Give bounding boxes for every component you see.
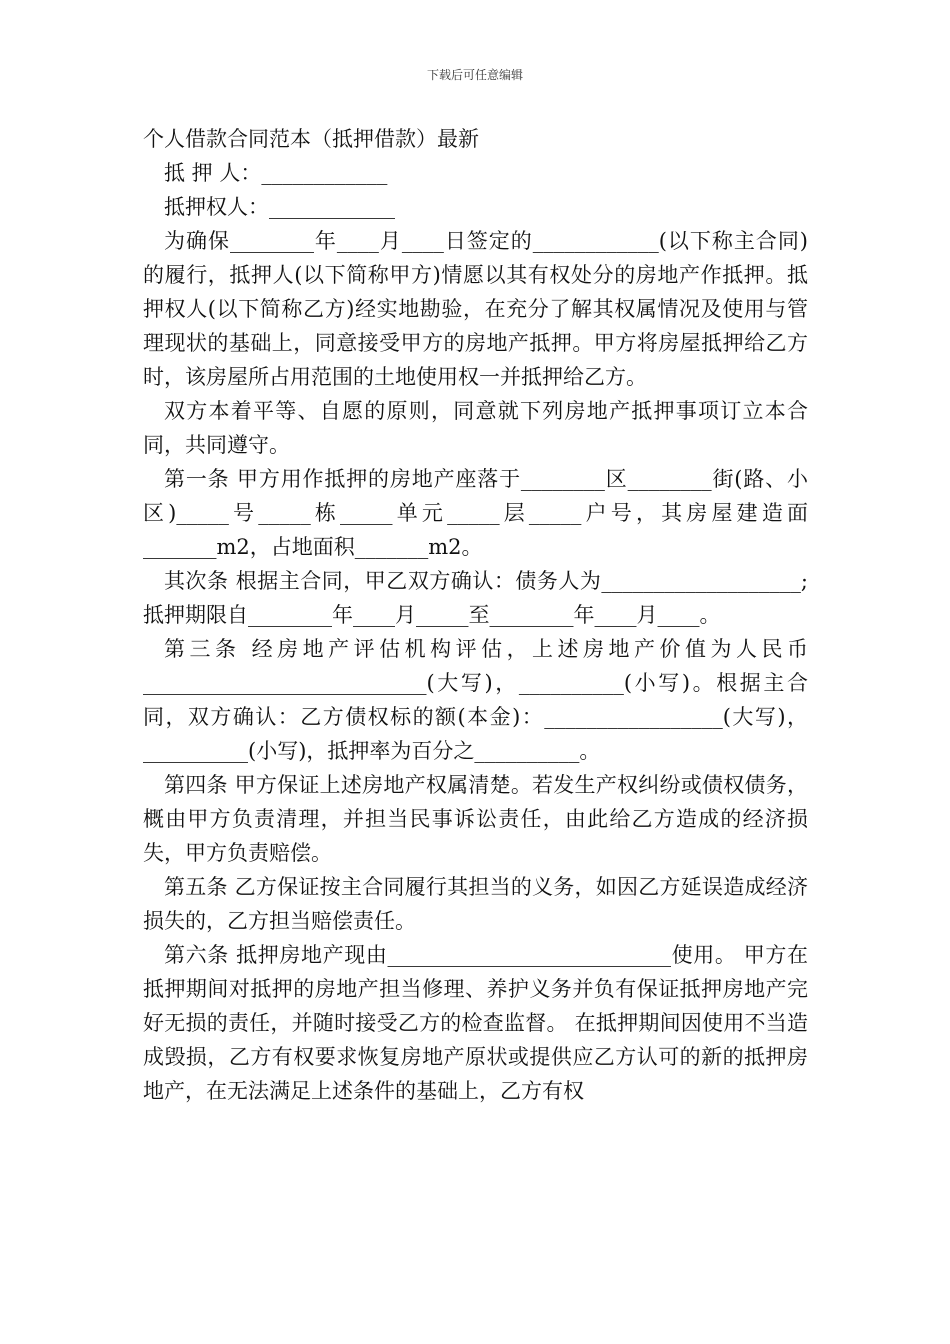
page-header-note: 下载后可任意编辑 <box>426 68 523 82</box>
mortgagee-line: 抵押权人：____________ <box>164 195 395 219</box>
article-6: 第六条 抵押房地产现由___________________________使用。 甲方在抵押期间对抵押的房地产担当修理、养护义务并负有保证抵押房地产完好无损的责任，并随时接受乙方的检查监督。 在抵押期间因使用不当造成毁损，乙方有权要求恢复房地产原状或提供应乙方认可的新的抵押房地产，在无法满足上述条件的基础上，乙方有权 <box>143 943 808 1103</box>
mortgagor-line: 抵 押 人：____________ <box>164 161 388 185</box>
article-2: 其次条 根据主合同，甲乙双方确认：债务人为___________________;抵押期限自________年____月_____至________年____月____。 <box>143 569 808 627</box>
article-1: 第一条 甲方用作抵押的房地产座落于________区________街(路、小区)_____号_____栋_____单元_____层_____户号，其房屋建造面_______m2，占地面积_______m2。 <box>143 467 808 559</box>
paragraph-preamble: 为确保________年____月____日签定的____________(以下称主合同)的履行，抵押人(以下简称甲方)情愿以其有权处分的房地产作抵押。抵押权人(以下简称乙方)经实地勘验，在充分了解其权属情况及使用与管理现状的基础上，同意接受甲方的房地产抵押。甲方将房屋抵押给乙方时，该房屋所占用范围的土地使用权一并抵押给乙方。 <box>143 229 808 389</box>
document-body <box>143 122 808 1108</box>
article-5: 第五条 乙方保证按主合同履行其担当的义务，如因乙方延误造成经济损失的，乙方担当赔偿责任。 <box>143 875 808 933</box>
article-3: 第三条 经房地产评估机构评估，上述房地产价值为人民币___________________________(大写)，__________(小写)。根据主合同，双方确认：乙方债权标的额(本金)：_________________(大写)，__________(小写)，抵押率为百分之__________。 <box>143 637 808 763</box>
document-title: 个人借款合同范本（抵押借款）最新 <box>143 127 479 151</box>
article-4: 第四条 甲方保证上述房地产权属清楚。若发生产权纠纷或债权债务，概由甲方负责清理，并担当民事诉讼责任，由此给乙方造成的经济损失，甲方负责赔偿。 <box>143 773 808 865</box>
paragraph-agreement: 双方本着平等、自愿的原则，同意就下列房地产抵押事项订立本合同，共同遵守。 <box>143 399 808 457</box>
